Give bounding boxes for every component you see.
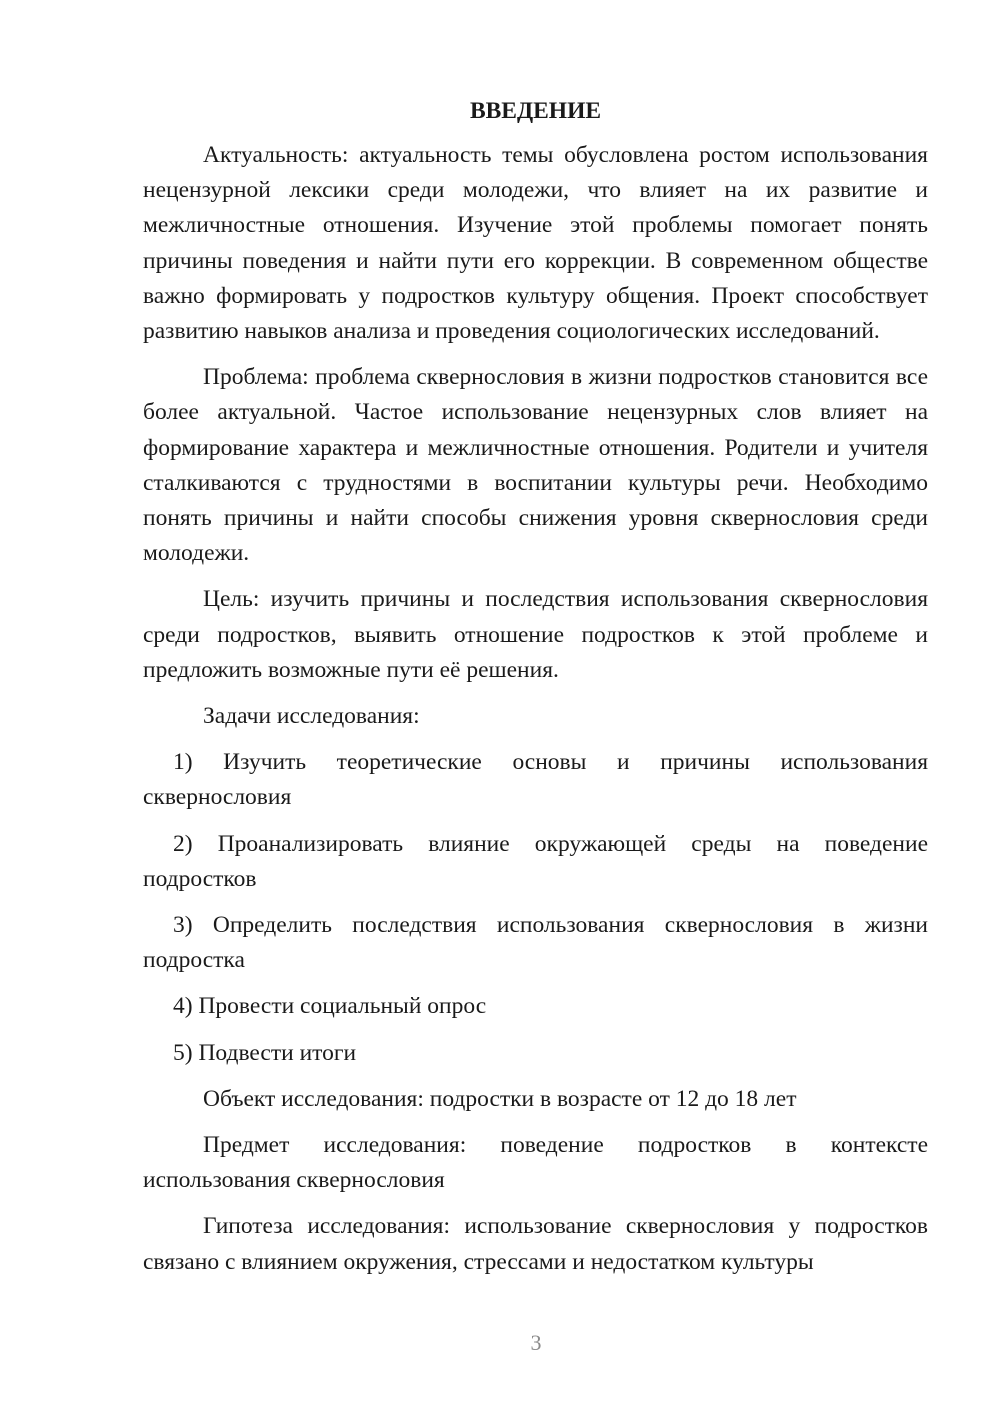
task-item-3: 3) Определить последствия использования сквернословия в жизни подростка [143,912,928,974]
task-item-5: 5) Подвести итоги [173,1039,357,1066]
subject-paragraph: Предмет исследования: поведение подростков в контексте использования сквернословия [143,1132,928,1194]
relevance-paragraph: Актуальность: актуальность темы обусловлена ростом использования нецензурной лексики среди молодежи, что влияет на их развитие и межличностные отношения. Изучение этой проблемы помогает понять причины поведения и найти пути его коррекции. В современном обществе важно формировать у подростков культуру общения. Проект способствует развитию навыков анализа и проведения социологических исследований. [143,142,928,345]
page-body [143,95,928,1291]
page-number: 3 [530,1330,542,1355]
object-paragraph: Объект исследования: подростки в возрасте от 12 до 18 лет [203,1085,797,1112]
tasks-heading: Задачи исследования: [203,703,420,730]
problem-paragraph: Проблема: проблема сквернословия в жизни подростков становится все более актуальной. Частое использование нецензурных слов влияет на формирование характера и межличностные отношения. Родители и учителя сталкиваются с трудностями в воспитании культуры речи. Необходимо понять причины и найти способы снижения уровня сквернословия среди молодежи. [143,364,928,567]
hypothesis-paragraph: Гипотеза исследования: использование сквернословия у подростков связано с влиянием окружения, стрессами и недостатком культуры [143,1213,928,1275]
task-item-4: 4) Провести социальный опрос [173,993,487,1020]
task-item-2: 2) Проанализировать влияние окружающей среды на поведение подростков [143,830,928,892]
task-item-1: 1) Изучить теоретические основы и причины использования сквернословия [143,749,928,811]
goal-paragraph: Цель: изучить причины и последствия использования сквернословия среди подростков, выявить отношение подростков к этой проблеме и предложить возможные пути её решения. [143,586,928,683]
section-title: ВВЕДЕНИЕ [469,98,602,124]
